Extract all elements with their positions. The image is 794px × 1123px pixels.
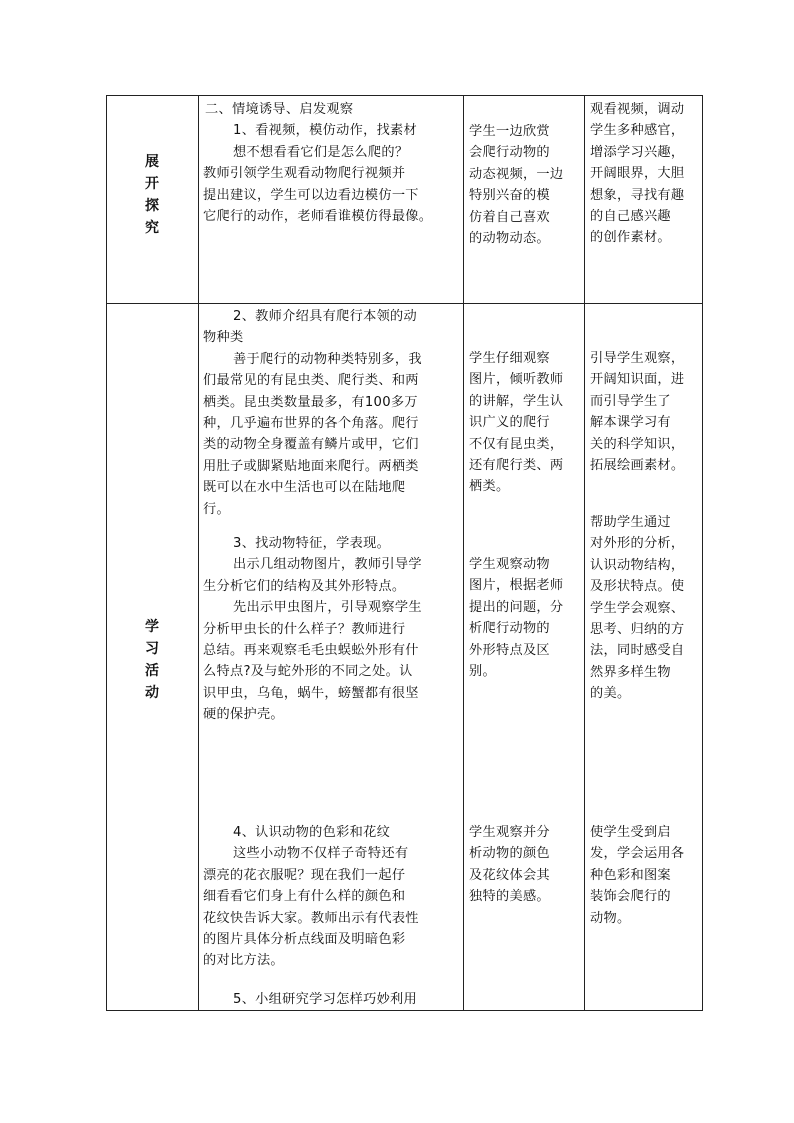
process-block-2 bbox=[203, 306, 461, 520]
text-line: 先出示甲虫图片，引导观察学生 bbox=[233, 600, 422, 616]
step-heading: 1、看视频，模仿动作，找素材 bbox=[233, 123, 418, 139]
text-line: 开阔眼界，大胆 bbox=[590, 166, 685, 182]
intent-block-2 bbox=[590, 512, 702, 705]
text-line: 提出的问题，分 bbox=[469, 599, 564, 615]
text-line: 想象，寻找有趣 bbox=[590, 187, 685, 203]
student-block-3 bbox=[469, 822, 581, 908]
text-line: 么特点?及与蛇外形的不同之处。认 bbox=[203, 664, 413, 680]
text-line: 而引导学生了 bbox=[590, 393, 671, 409]
label-char: 展 bbox=[145, 154, 159, 170]
text-line: 图片，倾听教师 bbox=[469, 372, 564, 388]
label-char: 开 bbox=[145, 176, 159, 192]
process-block-4 bbox=[203, 822, 461, 972]
text-line: 生分析它们的结构及其外形特点。 bbox=[203, 578, 406, 594]
student-cell-1 bbox=[469, 121, 581, 249]
text-line: 动物。 bbox=[590, 910, 631, 926]
row-divider bbox=[107, 303, 702, 304]
text-line: 外形特点及区 bbox=[469, 642, 550, 658]
text-line: 独特的美感。 bbox=[469, 889, 550, 905]
text-line: 学生学会观察、 bbox=[590, 600, 685, 616]
text-line: 识甲虫，乌龟，蜗牛，螃蟹都有很坚 bbox=[203, 685, 419, 701]
text-line: 学生仔细观察 bbox=[469, 351, 550, 366]
text-line: 想不想看看它们是怎么爬的？ bbox=[233, 144, 409, 160]
text-line: 花纹快告诉大家。教师出示有代表性 bbox=[203, 910, 419, 926]
student-block-2 bbox=[469, 554, 581, 682]
step-heading: 5、小组研究学习怎样巧妙利用 bbox=[233, 992, 418, 1007]
text-line: 既可以在水中生活也可以在陆地爬 bbox=[203, 480, 406, 496]
intent-cell-1 bbox=[590, 99, 702, 249]
text-line: 析动物的颜色 bbox=[469, 846, 550, 862]
text-line: 然界多样生物 bbox=[590, 664, 671, 680]
text-line: 观看视频，调动 bbox=[590, 102, 685, 117]
text-line: 识广义的爬行 bbox=[469, 415, 550, 431]
text-line: 的动物动态。 bbox=[469, 230, 550, 246]
text-line: 的美。 bbox=[590, 686, 631, 702]
text-line: 学生一边欣赏 bbox=[469, 124, 550, 139]
text-line: 使学生受到启 bbox=[590, 825, 671, 840]
text-line: 帮助学生通过 bbox=[590, 515, 671, 530]
text-line: 它爬行的动作，老师看谁模仿得最像。 bbox=[203, 208, 433, 224]
text-line: 还有爬行类、两 bbox=[469, 457, 564, 473]
label-char: 活 bbox=[145, 663, 159, 679]
text-line: 们最常见的有昆虫类、爬行类、和两 bbox=[203, 373, 419, 389]
text-line: 别。 bbox=[469, 663, 496, 679]
text-line: 种，几乎遍布世界的各个角落。爬行 bbox=[203, 415, 419, 431]
text-line: 析爬行动物的 bbox=[469, 621, 550, 637]
text-line: 这些小动物不仅样子奇特还有 bbox=[233, 846, 409, 862]
row-label-explore bbox=[142, 151, 162, 239]
label-char: 探 bbox=[145, 198, 159, 214]
lesson-plan-table bbox=[106, 95, 703, 1011]
text-line: 及花纹体会其 bbox=[469, 867, 550, 883]
step-heading: 物种类 bbox=[203, 330, 244, 346]
text-line: 拓展绘画素材。 bbox=[590, 457, 685, 473]
text-line: 不仅有昆虫类， bbox=[469, 436, 564, 452]
text-line: 细看看它们身上有什么样的颜色和 bbox=[203, 889, 406, 905]
label-char: 究 bbox=[145, 220, 159, 236]
text-line: 提出建议，学生可以边看边模仿一下 bbox=[203, 187, 419, 203]
text-line: 栖类。 bbox=[469, 479, 510, 495]
text-line: 学生观察并分 bbox=[469, 825, 550, 840]
text-line: 教师引领学生观看动物爬行视频并 bbox=[203, 166, 406, 182]
text-line: 栖类。昆虫类数量最多，有100多万 bbox=[203, 394, 418, 410]
text-line: 硬的保护壳。 bbox=[203, 707, 284, 723]
text-line: 及形状特点。使 bbox=[590, 579, 685, 595]
text-line: 增添学习兴趣， bbox=[590, 144, 685, 160]
text-line: 学生多种感官， bbox=[590, 123, 685, 139]
text-line: 的讲解，学生认 bbox=[469, 393, 564, 409]
text-line: 善于爬行的动物种类特别多，我 bbox=[233, 351, 422, 367]
text-line: 种色彩和图案 bbox=[590, 867, 671, 883]
process-block-5 bbox=[203, 989, 461, 1010]
text-line: 漂亮的花衣服呢？现在我们一起仔 bbox=[203, 867, 406, 883]
column-divider bbox=[584, 96, 585, 1010]
text-line: 的对比方法。 bbox=[203, 953, 284, 969]
intent-block-1 bbox=[590, 348, 702, 476]
text-line: 用肚子或脚紧贴地面来爬行。两栖类 bbox=[203, 458, 419, 474]
step-heading: 2、教师介绍具有爬行本领的动 bbox=[233, 309, 418, 324]
text-line: 认识动物结构， bbox=[590, 557, 685, 573]
text-line: 仿着自己喜欢 bbox=[469, 209, 550, 225]
step-heading: 3、找动物特征，学表现。 bbox=[233, 536, 391, 551]
section-heading: 二、情境诱导、启发观察 bbox=[205, 102, 354, 117]
text-line: 分析甲虫长的什么样子？教师进行 bbox=[203, 621, 406, 637]
step-heading: 4、认识动物的色彩和花纹 bbox=[233, 825, 391, 840]
label-char: 习 bbox=[145, 641, 159, 657]
text-line: 发，学会运用各 bbox=[590, 846, 685, 862]
process-block-3 bbox=[203, 533, 461, 726]
text-line: 学生观察动物 bbox=[469, 557, 550, 572]
text-line: 动态视频，一边 bbox=[469, 166, 564, 182]
column-divider bbox=[463, 96, 464, 1010]
text-line: 总结。再来观察毛毛虫蜈蚣外形有什 bbox=[203, 642, 419, 658]
text-line: 的创作素材。 bbox=[590, 230, 671, 246]
text-line: 行。 bbox=[203, 501, 230, 517]
row-label-activity bbox=[142, 616, 162, 704]
text-line: 特别兴奋的模 bbox=[469, 188, 550, 204]
student-block-1 bbox=[469, 348, 581, 498]
text-line: 出示几组动物图片，教师引导学 bbox=[233, 557, 422, 573]
text-line: 装饰会爬行的 bbox=[590, 889, 671, 905]
text-line: 的自己感兴趣 bbox=[590, 208, 671, 224]
text-line: 图片，根据老师 bbox=[469, 578, 564, 594]
label-char: 学 bbox=[145, 619, 159, 635]
label-char: 动 bbox=[145, 685, 159, 701]
text-line: 引导学生观察， bbox=[590, 351, 685, 366]
text-line: 类的动物全身覆盖有鳞片或甲，它们 bbox=[203, 437, 419, 453]
intent-block-3 bbox=[590, 822, 702, 929]
text-line: 会爬行动物的 bbox=[469, 145, 550, 161]
text-line: 解本课学习有 bbox=[590, 415, 671, 431]
text-line: 开阔知识面，进 bbox=[590, 372, 685, 388]
text-line: 的图片具体分析点线面及明暗色彩 bbox=[203, 931, 406, 947]
column-divider bbox=[198, 96, 199, 1010]
text-line: 对外形的分析， bbox=[590, 536, 685, 552]
text-line: 思考、归纳的方 bbox=[590, 621, 685, 637]
text-line: 法，同时感受自 bbox=[590, 643, 685, 659]
text-line: 关的科学知识， bbox=[590, 436, 685, 452]
process-cell-1 bbox=[203, 99, 461, 227]
